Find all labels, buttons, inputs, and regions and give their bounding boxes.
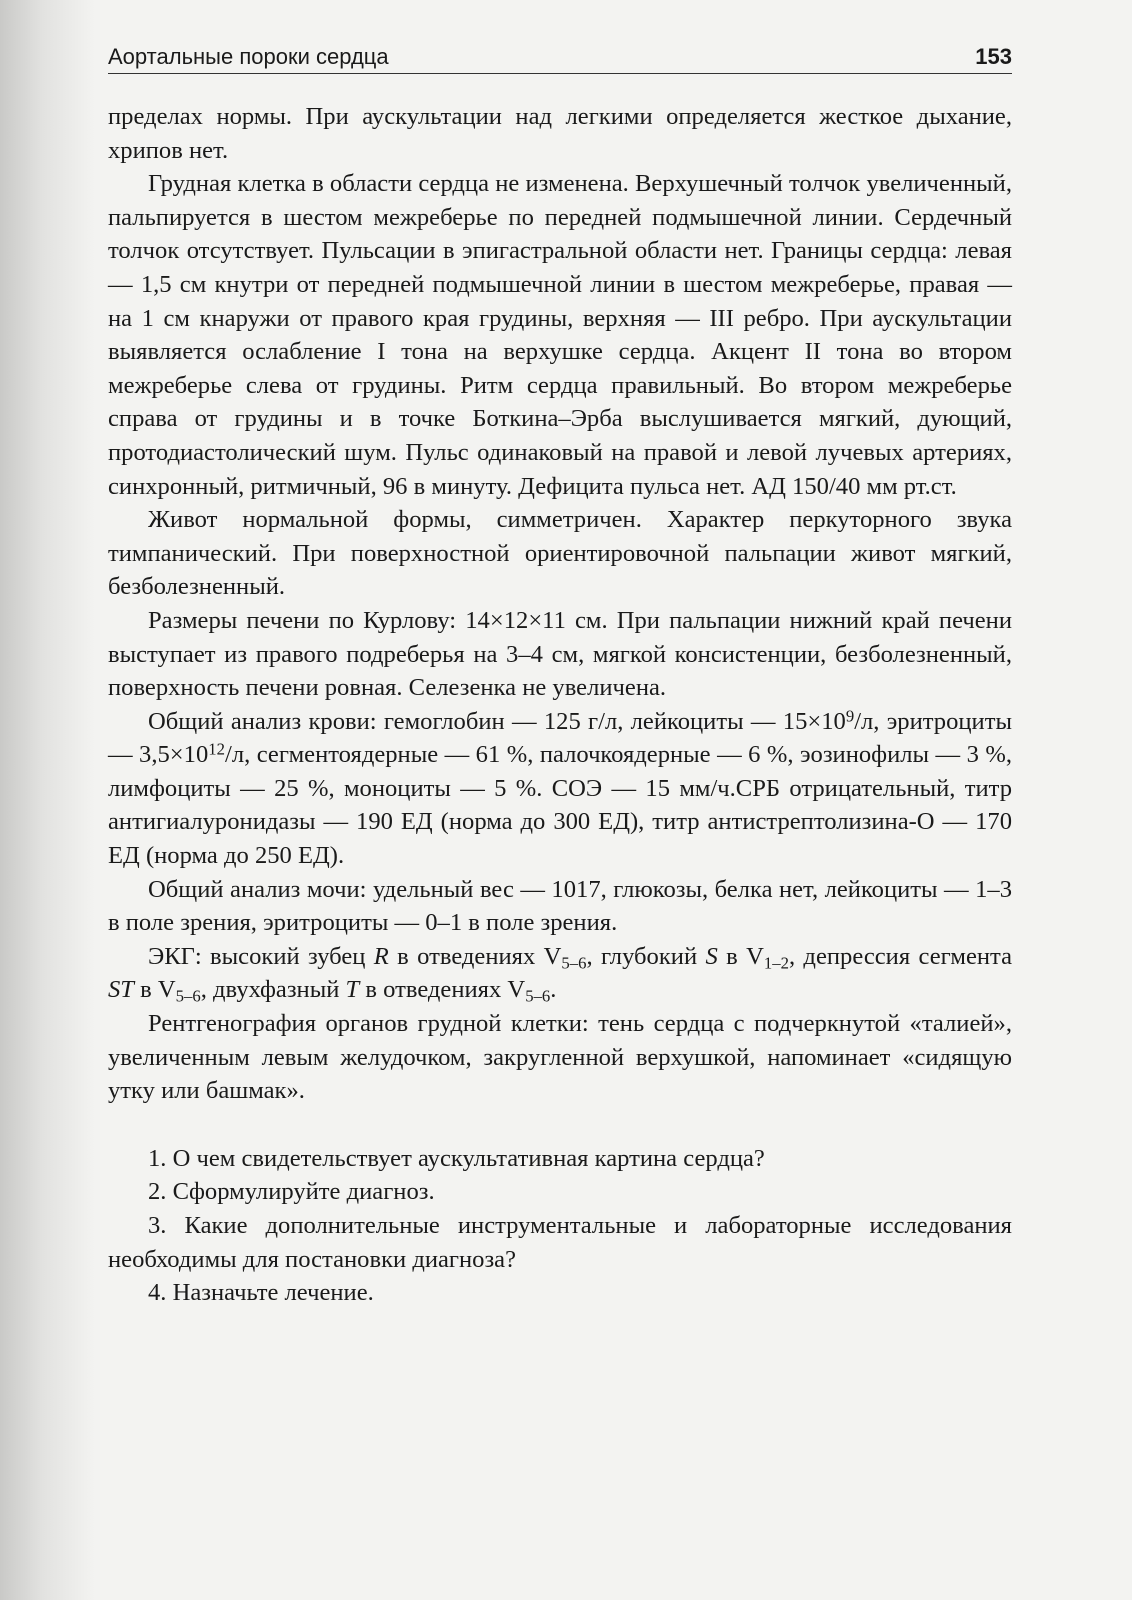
question-item: 1. О чем свидетельствует аускультативная картина сердца? — [148, 1144, 765, 1172]
paragraph-xray: Рентгенография органов грудной клетки: тень сердца с подчеркнутой «талией», увеличенным левым желудочком, закругленной верхушкой, напоминает «сидящую утку или башмак». — [108, 1010, 1012, 1105]
book-page — [108, 44, 1012, 1310]
paragraph-blood-test: Общий анализ крови: гемоглобин — 125 г/л, лейкоциты — $15\times 10^9/л$, эритроциты — $3,5\times 10^{12}/л$, сегментоядерные — 61 %, палочкоядерные — 6 %, эозинофилы — 3 %, лимфоциты — 25 %, моноциты — 5 %. СОЭ — 15 мм/ч.СРБ отрицательный, титр антигиалуронидазы — 190 ЕД (норма до 300 ЕД), титр антистрептолизина-О — 170 ЕД (норма до 250 ЕД). — [108, 706, 1013, 870]
page-body — [108, 100, 1012, 1310]
running-header — [108, 44, 1012, 74]
chapter-title: Аортальные пороки сердца — [108, 44, 389, 69]
paragraph-abdomen: Живот нормальной формы, симметричен. Характер перкуторного звука тимпанический. При поверхностной ориентировочной пальпации живот мягкий, безболезненный. — [108, 506, 1012, 601]
page-number: 153 — [975, 44, 1012, 69]
question-item: 2. Сформулируйте диагноз. — [148, 1178, 435, 1206]
paragraph-ecg: ЭКГ: высокий зубец R в отведениях $V_{5-6}$, глубокий S в $V_{1-2}$, депрессия сегмента ST в $V_{5-6}$, двухфазный T в отведениях $V_{5-6}$. — [108, 942, 1012, 1007]
questions-list — [108, 1142, 1012, 1310]
paragraph-urine-test: Общий анализ мочи: удельный вес — 1017, глюкозы, белка нет, лейкоциты — 1–3 в поле зрения, эритроциты — 0–1 в поле зрения. — [108, 875, 1012, 937]
page-edge-shadow — [0, 0, 95, 1600]
question-item: 3. Какие дополнительные инструментальные и лабораторные исследования необходимы для постановки диагноза? — [108, 1212, 1012, 1273]
paragraph-breathing: пределах нормы. При аускультации над легкими определяется жесткое дыхание, хрипов нет. — [108, 103, 1012, 164]
paragraph-heart-exam: Грудная клетка в области сердца не изменена. Верхушечный толчок увеличенный, пальпируется в шестом межреберье по передней подмышечной линии. Сердечный толчок отсутствует. Пульсации в эпигастральной области нет. Границы сердца: левая — 1,5 см кнутри от передней подмышечной линии в шестом межреберье, правая — на 1 см кнаружи от правого края грудины, верхняя — III ребро. При аускультации выявляется ослабление I тона на верхушке сердца. Акцент II тона во втором межреберье слева от грудины. Ритм сердца правильный. Во втором межреберье справа от грудины и в точке Боткина–Эрба выслушивается мягкий, дующий, протодиастолический шум. Пульс одинаковый на правой и левой лучевых артериях, синхронный, ритмичный, 96 в минуту. Дефицита пульса нет. АД 150/40 мм рт.ст. — [108, 170, 1012, 500]
paragraph-liver: Размеры печени по Курлову: 14×12×11 см. При пальпации нижний край печени выступает из правого подреберья на 3–4 см, мягкой консистенции, безболезненный, поверхность печени ровная. Селезенка не увеличена. — [108, 606, 1012, 702]
question-item: 4. Назначьте лечение. — [148, 1279, 374, 1307]
